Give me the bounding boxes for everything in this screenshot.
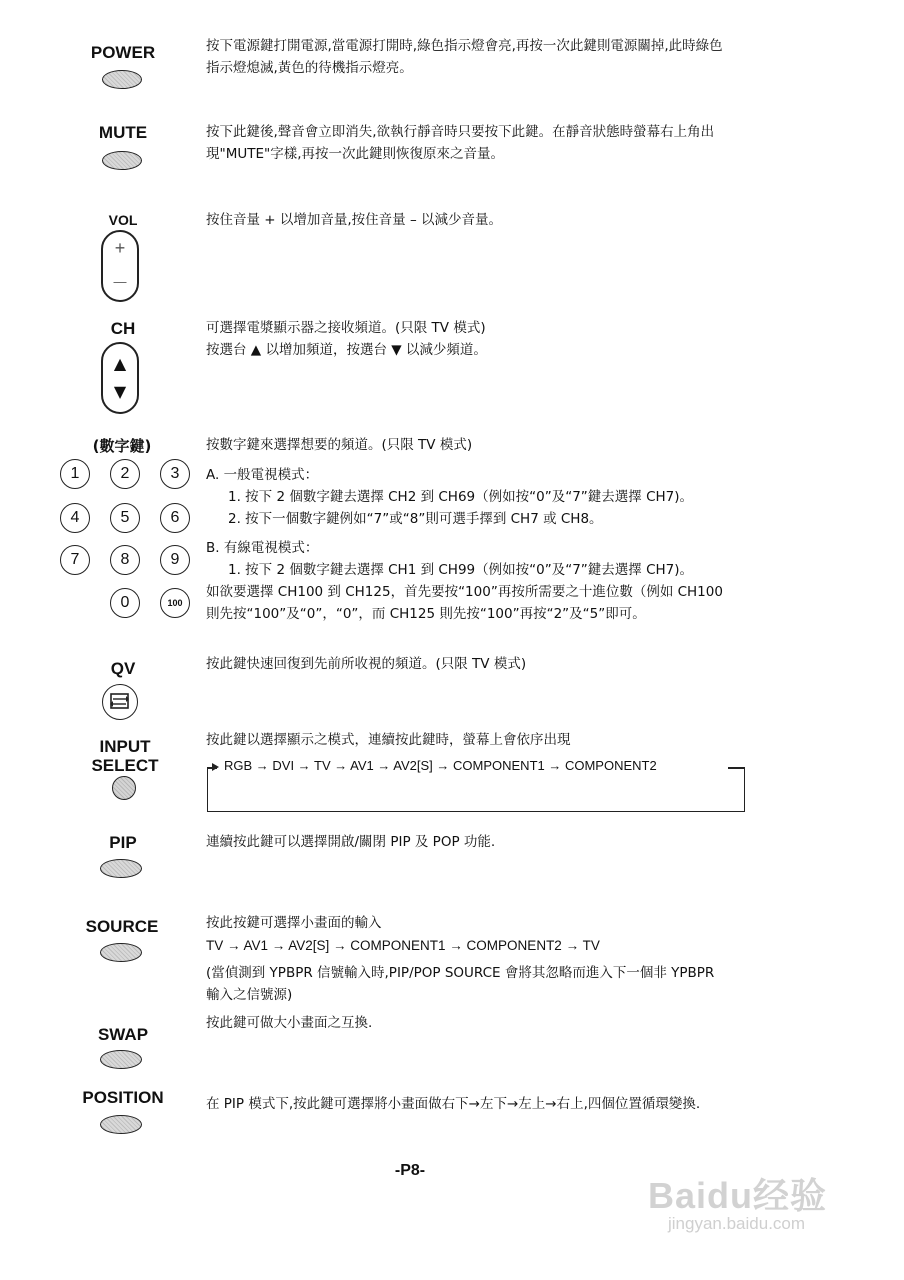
- digits-a1: 1. 按下 2 個數字鍵去選擇 CH2 到 CH69（例如按“0”及“7”鍵去選擇 CH7)。: [228, 489, 694, 505]
- pip-button[interactable]: [100, 859, 142, 878]
- input-label-2: SELECT: [91, 756, 159, 775]
- ch-desc-2: 按選台 ▲ 以增加頻道，按選台 ▼ 以減少頻道。: [206, 342, 487, 358]
- position-button[interactable]: [100, 1115, 142, 1134]
- digit-7-button[interactable]: 7: [60, 545, 90, 575]
- vol-desc: 按住音量 + 以增加音量,按住音量 – 以減少音量。: [206, 212, 503, 228]
- input-select-button[interactable]: [112, 776, 136, 800]
- ch-down-icon[interactable]: ▼: [113, 382, 127, 401]
- qv-desc: 按此鍵快速回復到先前所收視的頻道。(只限 TV 模式): [206, 656, 527, 672]
- position-label: POSITION: [82, 1088, 164, 1107]
- digits-b2: 如欲要選擇 CH100 到 CH125，首先要按“100”再按所需要之十進位數（例如 CH100: [206, 584, 723, 600]
- digit-8-button[interactable]: 8: [110, 545, 140, 575]
- position-desc: 在 PIP 模式下,按此鍵可選擇將小畫面做右下→左下→左上→右上,四個位置循環變換.: [206, 1096, 701, 1112]
- source-desc-3: 輸入之信號源): [206, 987, 293, 1003]
- input-sequence: RGB → DVI → TV → AV1 → AV2[S] → COMPONENT1 → COMPONENT2: [220, 758, 661, 773]
- digit-4-button[interactable]: 4: [60, 503, 90, 533]
- input-label-1: INPUT: [99, 737, 151, 756]
- digits-b3: 則先按“100”及“0”，“0”，而 CH125 則先按“100”再按“2”及“5”即可。: [206, 606, 646, 622]
- vol-label: VOL: [108, 212, 138, 228]
- mute-label: MUTE: [98, 123, 148, 142]
- digits-b-title: B. 有線電視模式：: [206, 540, 319, 556]
- baidu-watermark-url: jingyan.baidu.com: [668, 1214, 806, 1233]
- mute-desc-2: 現"MUTE"字樣,再按一次此鍵則恢復原來之音量。: [206, 146, 505, 162]
- digits-a-title: A. 一般電視模式：: [206, 467, 319, 483]
- ch-rocker[interactable]: [101, 342, 139, 414]
- digits-intro: 按數字鍵來選擇想要的頻道。(只限 TV 模式): [206, 437, 473, 453]
- pip-label: PIP: [109, 833, 137, 852]
- digit-6-button[interactable]: 6: [160, 503, 190, 533]
- sequence-line-end: [728, 767, 745, 769]
- digit-100-button[interactable]: 100: [160, 588, 190, 618]
- source-desc-2: (當偵測到 YPBPR 信號輸入時,PIP/POP SOURCE 會將其忽略而進入下一個非 YPBPR: [206, 965, 715, 981]
- digit-0-button[interactable]: 0: [110, 588, 140, 618]
- ch-label: CH: [110, 319, 136, 338]
- input-desc: 按此鍵以選擇顯示之模式，連續按此鍵時，螢幕上會依序出現: [206, 732, 571, 748]
- power-button[interactable]: [102, 70, 142, 89]
- digits-b1: 1. 按下 2 個數字鍵去選擇 CH1 到 CH99（例如按“0”及“7”鍵去選擇 CH7)。: [228, 562, 694, 578]
- swap-button[interactable]: [100, 1050, 142, 1069]
- vol-rocker[interactable]: [101, 230, 139, 302]
- digit-9-button[interactable]: 9: [160, 545, 190, 575]
- power-desc-1: 按下電源鍵打開電源,當電源打開時,綠色指示燈會亮,再按一次此鍵則電源關掉,此時綠色: [206, 38, 723, 54]
- digit-2-button[interactable]: 2: [110, 459, 140, 489]
- qv-button[interactable]: [102, 684, 138, 720]
- digits-label: (數字鍵): [92, 437, 152, 455]
- qv-label: QV: [110, 659, 136, 678]
- mute-button[interactable]: [102, 151, 142, 170]
- input-sequence-loop: [207, 768, 745, 812]
- power-label: POWER: [90, 43, 156, 62]
- baidu-watermark-logo: Baidu经验: [648, 1175, 828, 1216]
- digits-a2: 2. 按下一個數字鍵例如“7”或“8”則可選手擇到 CH7 或 CH8。: [228, 511, 603, 527]
- digit-1-button[interactable]: 1: [60, 459, 90, 489]
- source-button[interactable]: [100, 943, 142, 962]
- swap-arrows-icon: [103, 685, 136, 718]
- swap-desc: 按此鍵可做大小畫面之互換.: [206, 1015, 373, 1031]
- source-desc-1: 按此按鍵可選擇小畫面的輸入: [206, 915, 382, 931]
- digit-5-button[interactable]: 5: [110, 503, 140, 533]
- vol-plus-icon[interactable]: +: [114, 238, 126, 258]
- source-label: SOURCE: [85, 917, 159, 936]
- ch-desc-1: 可選擇電漿顯示器之接收頻道。(只限 TV 模式): [206, 320, 486, 336]
- digit-3-button[interactable]: 3: [160, 459, 190, 489]
- page-number: -P8-: [394, 1162, 426, 1179]
- vol-minus-icon[interactable]: —: [113, 274, 127, 289]
- ch-up-icon[interactable]: ▲: [113, 354, 127, 373]
- power-desc-2: 指示燈熄滅,黃色的待機指示燈亮。: [206, 60, 413, 76]
- sequence-arrowhead-icon: [212, 763, 219, 771]
- swap-label: SWAP: [97, 1025, 149, 1044]
- pip-desc: 連續按此鍵可以選擇開啟/關閉 PIP 及 POP 功能.: [206, 834, 496, 850]
- source-sequence: TV → AV1 → AV2[S] → COMPONENT1 → COMPONENT2 → TV: [206, 938, 600, 953]
- mute-desc-1: 按下此鍵後,聲音會立即消失,欲執行靜音時只要按下此鍵。在靜音狀態時螢幕右上角出: [206, 124, 715, 140]
